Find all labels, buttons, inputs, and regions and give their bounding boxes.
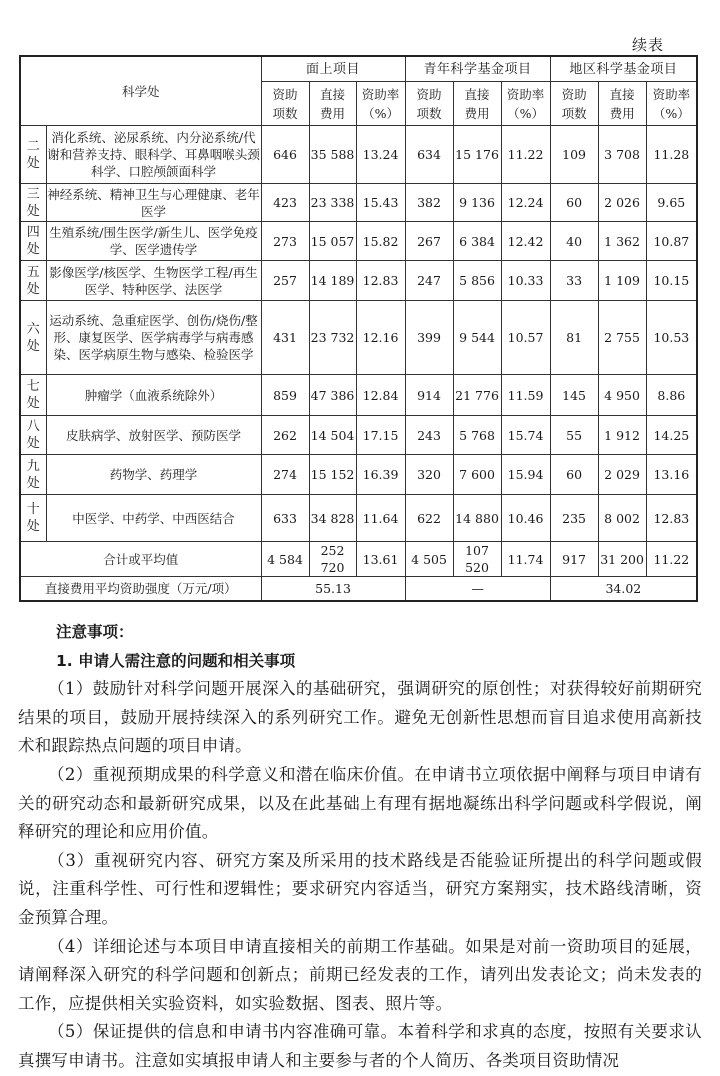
- value-cell: 1 109: [598, 261, 646, 301]
- fields-cell: 神经系统、精神卫生与心理健康、老年医学: [46, 184, 261, 222]
- notes-heading: 注意事项：: [56, 623, 134, 641]
- value-cell: 273: [261, 222, 309, 261]
- fields-cell: 药物学、药理学: [46, 455, 261, 495]
- column-header-line: 项数: [416, 105, 442, 121]
- value-cell: 633: [261, 495, 309, 542]
- fields-cell: 运动系统、急重症医学、创伤/烧伤/整形、康复医学、医学病毒学与病毒感染、医学病原生物与感染、检验医学: [46, 301, 261, 375]
- fields-cell: 中医学、中药学、中西医结合: [46, 495, 261, 542]
- table-row: [20, 301, 697, 375]
- column-header-line: 资助: [561, 86, 587, 102]
- value-cell: 10.46: [501, 495, 550, 542]
- total-value-cell: 917: [550, 542, 598, 577]
- value-cell: 1 362: [598, 222, 646, 261]
- value-cell: 12.42: [501, 222, 550, 261]
- division-char: 处: [26, 519, 40, 534]
- column-header-line: 资助率: [506, 86, 545, 102]
- division-char: 三: [26, 186, 40, 202]
- value-cell: 274: [261, 455, 309, 495]
- column-header-line: 项数: [561, 105, 587, 121]
- value-cell: 10.53: [646, 301, 697, 375]
- column-header: [261, 82, 309, 126]
- division-cell: [20, 455, 46, 495]
- value-cell: 21 776: [453, 375, 501, 416]
- value-cell: 15 152: [309, 455, 356, 495]
- total-value-cell: 13.61: [356, 542, 405, 577]
- value-cell: 16.39: [356, 455, 405, 495]
- division-cell: [20, 495, 46, 542]
- column-header-line: 资助率: [652, 86, 691, 102]
- value-cell: 399: [405, 301, 453, 375]
- column-header-line: （%）: [507, 105, 544, 121]
- division-cell: [20, 416, 46, 455]
- total-row: [20, 542, 697, 577]
- value-cell: 1 912: [598, 416, 646, 455]
- value-cell: 15 176: [453, 126, 501, 184]
- total-value-cell: 11.22: [646, 542, 697, 577]
- column-header: [309, 82, 356, 126]
- division-char: 五: [26, 264, 40, 280]
- intensity-label: 直接费用平均资助强度（万元/项）: [20, 577, 261, 602]
- value-cell: 81: [550, 301, 598, 375]
- group-header-general: 面上项目: [261, 56, 405, 82]
- value-cell: 34 828: [309, 495, 356, 542]
- column-header: [598, 82, 646, 126]
- value-cell: 35 588: [309, 126, 356, 184]
- total-value-cell: 107 520: [453, 542, 501, 577]
- division-char: 处: [26, 436, 40, 451]
- table-row: [20, 416, 697, 455]
- value-cell: 8 002: [598, 495, 646, 542]
- value-cell: 5 768: [453, 416, 501, 455]
- column-header-line: 直接: [320, 86, 346, 102]
- value-cell: 634: [405, 126, 453, 184]
- division-char: 处: [26, 338, 40, 354]
- division-cell: [20, 222, 46, 261]
- value-cell: 14 504: [309, 416, 356, 455]
- column-header-line: 费用: [464, 105, 490, 121]
- value-cell: 145: [550, 375, 598, 416]
- total-value-cell: 252 720: [309, 542, 356, 577]
- table-row: [20, 261, 697, 301]
- value-cell: 262: [261, 416, 309, 455]
- group-header-youth: 青年科学基金项目: [405, 56, 550, 82]
- intensity-value-cell: 34.02: [550, 577, 697, 602]
- value-cell: 14.25: [646, 416, 697, 455]
- column-header: [356, 82, 405, 126]
- column-header-line: 项数: [272, 105, 298, 121]
- column-header: [501, 82, 550, 126]
- value-cell: 23 338: [309, 184, 356, 222]
- fields-cell: 肿瘤学（血液系统除外）: [46, 375, 261, 416]
- value-cell: 15.74: [501, 416, 550, 455]
- column-header-line: 资助率: [361, 86, 400, 102]
- value-cell: 47 386: [309, 375, 356, 416]
- intensity-row: [20, 577, 697, 602]
- value-cell: 11.64: [356, 495, 405, 542]
- column-header: [646, 82, 697, 126]
- value-cell: 2 026: [598, 184, 646, 222]
- value-cell: 23 732: [309, 301, 356, 375]
- value-cell: 247: [405, 261, 453, 301]
- value-cell: 235: [550, 495, 598, 542]
- value-cell: 320: [405, 455, 453, 495]
- value-cell: 267: [405, 222, 453, 261]
- division-char: 七: [26, 379, 40, 394]
- value-cell: 17.15: [356, 416, 405, 455]
- value-cell: 2 755: [598, 301, 646, 375]
- table-row: [20, 375, 697, 416]
- column-header-line: 资助: [416, 86, 442, 102]
- notes-section: [18, 618, 702, 1076]
- value-cell: 3 708: [598, 126, 646, 184]
- value-cell: 13.24: [356, 126, 405, 184]
- value-cell: 10.87: [646, 222, 697, 261]
- value-cell: 431: [261, 301, 309, 375]
- value-cell: 5 856: [453, 261, 501, 301]
- funding-table: [19, 55, 698, 602]
- notes-paragraph: （1）鼓励针对科学问题开展深入的基础研究，强调研究的原创性；对获得较好前期研究结果的项目，鼓励开展持续深入的系列研究工作。避免无创新性思想而盲目追求使用高新技术和跟踪热点问题的项目申请。: [18, 679, 702, 756]
- division-char: 处: [26, 155, 40, 171]
- table-row: [20, 126, 697, 184]
- group-header-regional: 地区科学基金项目: [550, 56, 697, 82]
- table-row: [20, 184, 697, 222]
- value-cell: 257: [261, 261, 309, 301]
- division-char: 十: [26, 502, 40, 517]
- fields-cell: 生殖系统/围生医学/新生儿、医学免疫学、医学遗传学: [46, 222, 261, 261]
- value-cell: 60: [550, 184, 598, 222]
- division-cell: [20, 301, 46, 375]
- notes-subheading: 1. 申请人需注意的问题和相关事项: [56, 651, 296, 670]
- value-cell: 10.57: [501, 301, 550, 375]
- value-cell: 15 057: [309, 222, 356, 261]
- value-cell: 12.83: [356, 261, 405, 301]
- column-header-line: （%）: [652, 105, 690, 121]
- notes-paragraph: （2）重视预期成果的科学意义和潜在临床价值。在申请书立项依据中阐释与项目申请有关的研究动态和最新研究成果，以及在此基础上有理有据地凝练出科学问题或科学假说，阐释研究的理论和应用价值。: [18, 764, 702, 842]
- division-char: 处: [26, 203, 40, 219]
- division-cell: [20, 126, 46, 184]
- total-value-cell: 4 584: [261, 542, 309, 577]
- value-cell: 12.24: [501, 184, 550, 222]
- column-header: [453, 82, 501, 126]
- value-cell: 2 029: [598, 455, 646, 495]
- value-cell: 15.82: [356, 222, 405, 261]
- value-cell: 9 544: [453, 301, 501, 375]
- value-cell: 12.84: [356, 375, 405, 416]
- table-row: [20, 222, 697, 261]
- value-cell: 11.59: [501, 375, 550, 416]
- value-cell: 40: [550, 222, 598, 261]
- value-cell: 4 950: [598, 375, 646, 416]
- division-char: 六: [26, 321, 40, 337]
- value-cell: 9.65: [646, 184, 697, 222]
- fields-cell: 影像医学/核医学、生物医学工程/再生医学、特种医学、法医学: [46, 261, 261, 301]
- column-header: [550, 82, 598, 126]
- value-cell: 914: [405, 375, 453, 416]
- column-header-line: 费用: [609, 105, 635, 121]
- value-cell: 14 189: [309, 261, 356, 301]
- value-cell: 243: [405, 416, 453, 455]
- division-cell: [20, 375, 46, 416]
- division-char: 四: [26, 225, 40, 240]
- value-cell: 382: [405, 184, 453, 222]
- division-char: 处: [26, 396, 40, 411]
- division-char: 处: [26, 242, 40, 257]
- value-cell: 646: [261, 126, 309, 184]
- value-cell: 15.43: [356, 184, 405, 222]
- table-row: [20, 455, 697, 495]
- table-row: [20, 495, 697, 542]
- division-char: 九: [26, 458, 40, 474]
- value-cell: 7 600: [453, 455, 501, 495]
- value-cell: 622: [405, 495, 453, 542]
- division-char: 二: [26, 138, 40, 154]
- corner-header: 科学处: [20, 56, 261, 126]
- total-value-cell: 31 200: [598, 542, 646, 577]
- column-header-line: 资助: [272, 86, 298, 102]
- value-cell: 13.16: [646, 455, 697, 495]
- value-cell: 15.94: [501, 455, 550, 495]
- column-header-line: （%）: [362, 105, 399, 121]
- division-char: 处: [26, 475, 40, 491]
- fields-cell: 消化系统、泌尿系统、内分泌系统/代谢和营养支持、眼科学、耳鼻咽喉头颈科学、口腔颅颌面科学: [46, 126, 261, 184]
- division-cell: [20, 261, 46, 301]
- value-cell: 423: [261, 184, 309, 222]
- total-value-cell: 4 505: [405, 542, 453, 577]
- total-value-cell: 11.74: [501, 542, 550, 577]
- column-header-line: 费用: [320, 105, 346, 121]
- value-cell: 11.28: [646, 126, 697, 184]
- value-cell: 6 384: [453, 222, 501, 261]
- total-label: 合计或平均值: [20, 542, 261, 577]
- value-cell: 8.86: [646, 375, 697, 416]
- fields-cell: 皮肤病学、放射医学、预防医学: [46, 416, 261, 455]
- value-cell: 10.33: [501, 261, 550, 301]
- value-cell: 109: [550, 126, 598, 184]
- division-char: 八: [26, 419, 40, 434]
- division-cell: [20, 184, 46, 222]
- notes-paragraph: （3）重视研究内容、研究方案及所采用的技术路线是否能验证所提出的科学问题或假说，注重科学性、可行性和逻辑性；要求研究内容适当，研究方案翔实，技术路线清晰，资金预算合理。: [18, 850, 702, 927]
- value-cell: 14 880: [453, 495, 501, 542]
- value-cell: 33: [550, 261, 598, 301]
- intensity-value-cell: —: [405, 577, 550, 602]
- value-cell: 12.83: [646, 495, 697, 542]
- notes-paragraph: （5）保证提供的信息和申请书内容准确可靠。本着科学和求真的态度，按照有关要求认真撰写申请书。注意如实填报申请人和主要参与者的个人简历、各类项目资助情况: [18, 1022, 702, 1070]
- division-char: 处: [26, 281, 40, 297]
- column-header-line: 直接: [609, 86, 635, 102]
- value-cell: 859: [261, 375, 309, 416]
- value-cell: 9 136: [453, 184, 501, 222]
- continuation-label: 续表: [632, 36, 665, 54]
- column-header-line: 直接: [464, 86, 490, 102]
- value-cell: 60: [550, 455, 598, 495]
- intensity-value-cell: 55.13: [261, 577, 405, 602]
- value-cell: 10.15: [646, 261, 697, 301]
- value-cell: 11.22: [501, 126, 550, 184]
- column-header: [405, 82, 453, 126]
- value-cell: 12.16: [356, 301, 405, 375]
- value-cell: 55: [550, 416, 598, 455]
- notes-paragraph: （4）详细论述与本项目申请直接相关的前期工作基础。如果是对前一资助项目的延展，请阐释深入研究的科学问题和创新点；前期已经发表的工作，请列出发表论文；尚未发表的工作，应提供相关实验资料，如实验数据、图表、照片等。: [18, 936, 702, 1013]
